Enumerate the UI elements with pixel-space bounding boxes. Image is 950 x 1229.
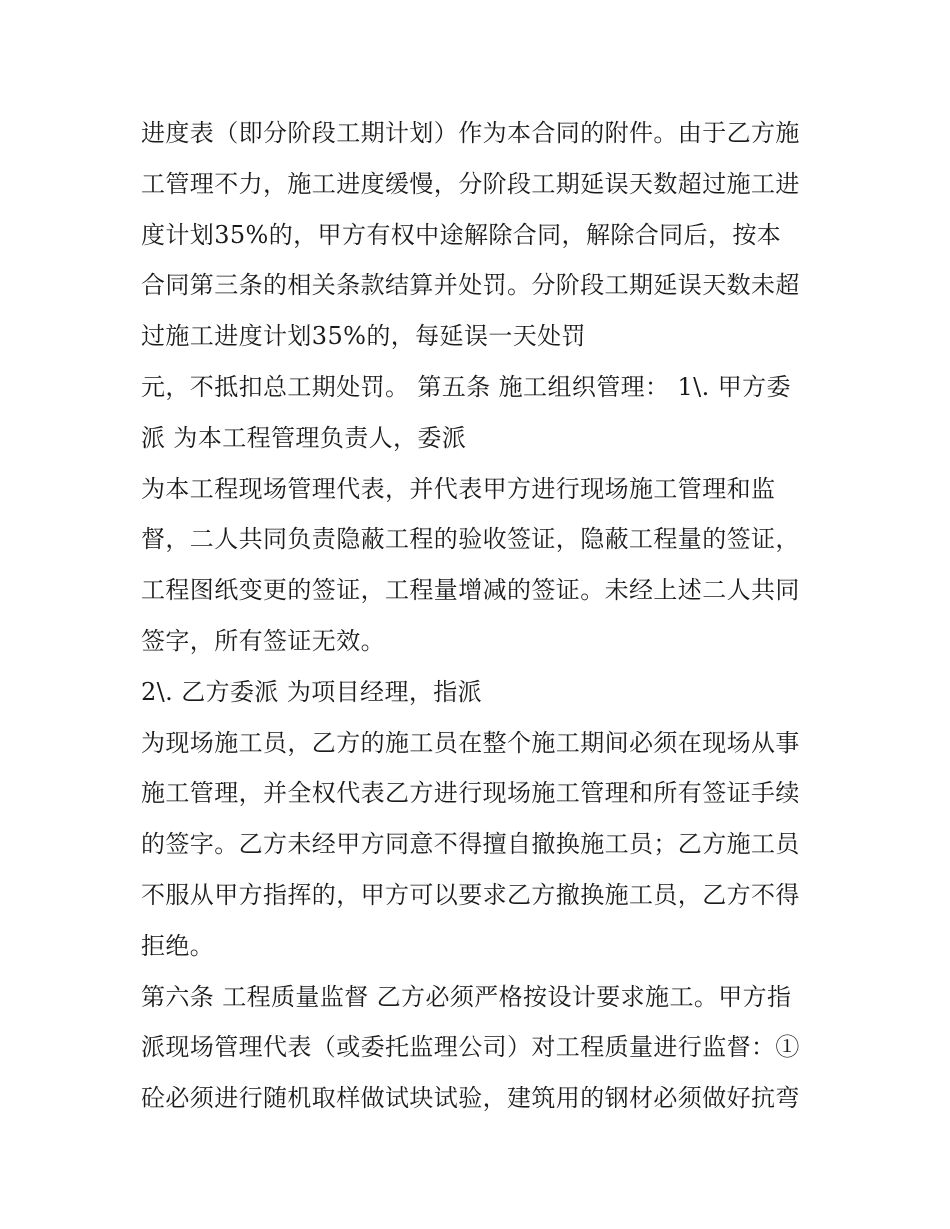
text-line: 为本工程现场管理代表，并代表甲方进行现场施工管理和监 xyxy=(141,474,776,503)
text-line: 合同第三条的相关条款结算并处罚。分阶段工期延误天数未超 xyxy=(141,271,800,300)
text-line: 元，不抵扣总工期处罚。 第五条 施工组织管理： 1\. 甲方委 xyxy=(141,372,791,401)
text-line: 签字，所有签证无效。 xyxy=(141,626,385,655)
text-line: 进度表（即分阶段工期计划）作为本合同的附件。由于乙方施 xyxy=(141,119,800,147)
text-line: 度计划35%的，甲方有权中途解除合同，解除合同后，按本 xyxy=(141,220,782,249)
text-line: 工管理不力，施工进度缓慢，分阶段工期延误天数超过施工进 xyxy=(141,169,800,198)
text-line: 工程图纸变更的签证，工程量增减的签证。未经上述二人共同 xyxy=(141,576,800,605)
text-line: 过施工进度计划35%的，每延误一天处罚 xyxy=(141,322,586,351)
text-line: 不服从甲方指挥的，甲方可以要求乙方撤换施工员，乙方不得 xyxy=(141,880,800,909)
text-line: 派 为本工程管理负责人，委派 xyxy=(141,423,467,452)
text-line: 第六条 工程质量监督 乙方必须严格按设计要求施工。甲方指 xyxy=(141,982,792,1011)
text-line: 派现场管理代表（或委托监理公司）对工程质量进行监督：① xyxy=(141,1033,800,1062)
text-line: 拒绝。 xyxy=(141,931,215,960)
text-line: 的签字。乙方未经甲方同意不得擅自撤换施工员；乙方施工员 xyxy=(141,830,800,859)
text-line: 为现场施工员，乙方的施工员在整个施工期间必须在现场从事 xyxy=(141,728,800,757)
document-body xyxy=(141,108,821,1124)
text-line: 施工管理，并全权代表乙方进行现场施工管理和所有签证手续 xyxy=(141,779,800,808)
text-line: 2\. 乙方委派 为项目经理，指派 xyxy=(141,677,483,706)
text-line: 砼必须进行随机取样做试块试验，建筑用的钢材必须做好抗弯 xyxy=(141,1084,800,1113)
text-line: 督，二人共同负责隐蔽工程的验收签证，隐蔽工程量的签证， xyxy=(141,525,800,554)
